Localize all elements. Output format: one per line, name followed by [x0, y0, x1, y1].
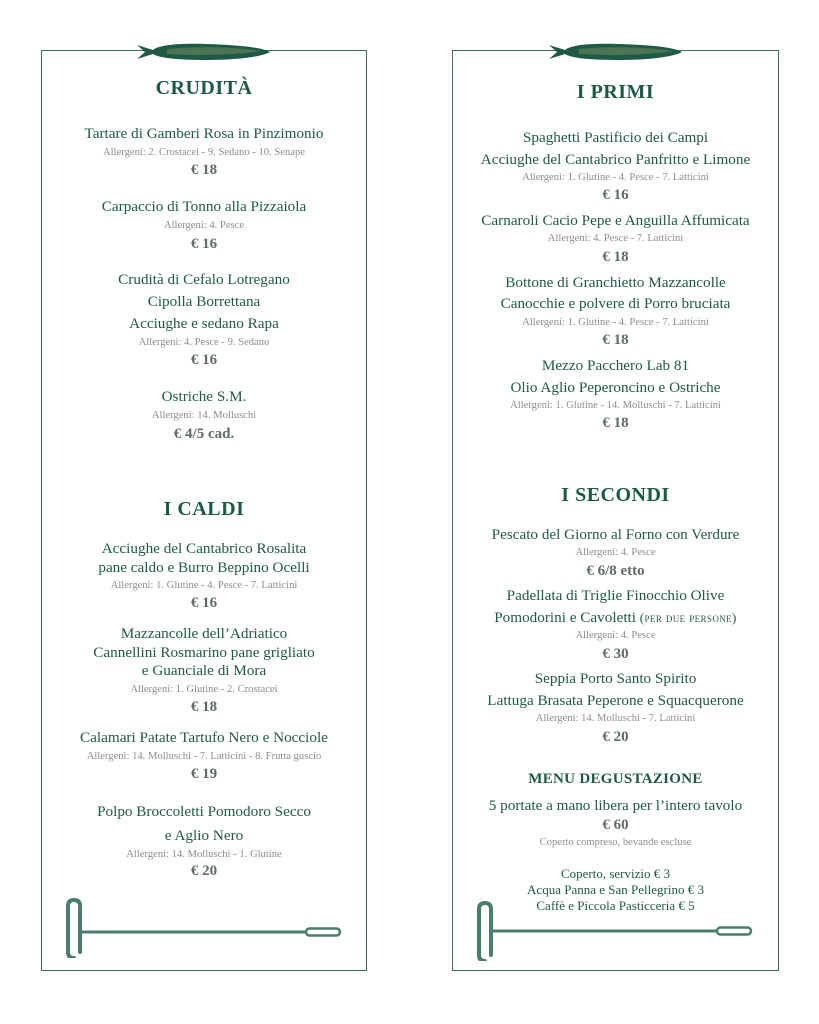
tasting-menu-description: 5 portate a mano libera per l’intero tavolo: [488, 797, 743, 814]
dish-price: € 19: [190, 766, 218, 782]
dish-price: € 18: [602, 415, 629, 431]
dish-price: € 20: [602, 729, 629, 745]
dish-name: Spaghetti Pastificio dei Campi: [522, 129, 709, 146]
dish-price: € 6/8 etto: [586, 563, 645, 579]
sardine-fish-icon: [549, 41, 683, 63]
dish-name: e Aglio Nero: [164, 827, 244, 844]
dish-name: Cannellini Rosmarino pane grigliato: [93, 644, 315, 661]
allergen-info: Allergeni: 4. Pesce: [575, 630, 656, 641]
portion-note: (per due persone): [639, 610, 737, 625]
dish-name: Acciughe e sedano Rapa: [129, 315, 279, 332]
dish-price: € 20: [190, 863, 218, 879]
dish-name: pane caldo e Burro Beppino Ocelli: [98, 559, 310, 576]
section-title-secondi: I SECONDI: [561, 484, 670, 506]
dish-name: Pescato del Giorno al Forno con Verdure: [491, 526, 740, 543]
dish-name: e Guanciale di Mora: [141, 662, 267, 679]
allergen-info: Allergeni: 1. Glutine - 4. Pesce - 7. Latticini: [110, 580, 298, 591]
dish-name: Canocchie e polvere di Porro bruciata: [500, 295, 731, 312]
tasting-menu-note: Coperto compreso, bevande escluse: [539, 837, 692, 848]
dish-name: Olio Aglio Peperoncino e Ostriche: [510, 379, 721, 396]
dish-name: Padellata di Triglie Finocchio Olive: [506, 587, 725, 604]
dish-name: Acciughe del Cantabrico Panfritto e Limone: [480, 151, 751, 168]
allergen-info: Allergeni: 1. Glutine - 2. Crostacei: [130, 684, 278, 695]
dish-name: Calamari Patate Tartufo Nero e Nocciole: [80, 729, 328, 746]
dish-price: € 18: [190, 699, 218, 715]
section-title-primi: I PRIMI: [576, 81, 655, 103]
allergen-info: Allergeni: 1. Glutine - 14. Molluschi - 7. Latticini: [510, 400, 721, 411]
tasting-menu-price: € 60: [602, 817, 629, 833]
dish-price: € 16: [190, 236, 218, 252]
extra-charge: Coperto, servizio € 3: [560, 866, 671, 881]
dish-name: Cipolla Borrettana: [147, 293, 261, 310]
section-title-crudita: CRUDITÀ: [155, 77, 253, 99]
menu-panel-left: [41, 50, 367, 971]
dish-name: Ostriche S.M.: [161, 388, 247, 405]
t-hook-tool-icon: [64, 898, 344, 958]
section-title-degustazione: MENU DEGUSTAZIONE: [528, 771, 703, 787]
allergen-info: Allergeni: 1. Glutine - 4. Pesce - 7. Latticini: [522, 172, 709, 183]
dish-name: Mezzo Pacchero Lab 81: [541, 357, 690, 374]
dish-price: € 18: [602, 332, 629, 348]
dish-name: Lattuga Brasata Peperone e Squacquerone: [487, 692, 744, 709]
allergen-info: Allergeni: 4. Pesce: [575, 547, 656, 558]
dish-name: Polpo Broccoletti Pomodoro Secco: [97, 803, 311, 820]
allergen-info: Allergeni: 14. Molluschi - 1. Glutine: [126, 849, 282, 860]
dish-name: Crudità di Cefalo Lotregano: [118, 271, 290, 288]
dish-name: Tartare di Gamberi Rosa in Pinzimonio: [84, 125, 324, 142]
extra-charge: Acqua Panna e San Pellegrino € 3: [527, 882, 704, 897]
allergen-info: Allergeni: 14. Molluschi - 7. Latticini: [535, 713, 696, 724]
dish-name: Seppia Porto Santo Spirito: [534, 670, 697, 687]
dish-price: € 16: [190, 595, 218, 611]
dish-price: € 18: [190, 162, 218, 178]
allergen-info: Allergeni: 14. Molluschi: [151, 410, 257, 421]
extra-charge: Caffè e Piccola Pasticceria € 5: [536, 898, 695, 913]
allergen-info: Allergeni: 14. Molluschi - 7. Latticini - 8. Frutta guscio: [86, 751, 322, 762]
allergen-info: Allergeni: 4. Pesce: [163, 220, 245, 231]
dish-name: Acciughe del Cantabrico Rosalita: [101, 540, 307, 557]
dish-name: Carnaroli Cacio Pepe e Anguilla Affumicata: [481, 212, 750, 229]
dish-name: Carpaccio di Tonno alla Pizzaiola: [101, 198, 307, 215]
allergen-info: Allergeni: 1. Glutine - 4. Pesce - 7. Latticini: [522, 317, 709, 328]
allergen-info: Allergeni: 2. Crostacei - 9. Sedano - 10. Senape: [103, 147, 305, 158]
dish-name: Pomodorini e Cavoletti: [494, 609, 636, 626]
dish-name: Mazzancolle dell’Adriatico: [120, 625, 288, 642]
allergen-info: Allergeni: 4. Pesce - 7. Latticini: [547, 233, 684, 244]
dish-price: € 18: [602, 249, 629, 265]
menu-panel-right: [452, 50, 779, 971]
dish-name: Bottone di Granchietto Mazzancolle: [505, 274, 726, 291]
t-hook-tool-icon: [475, 901, 755, 961]
sardine-fish-icon: [137, 41, 271, 63]
allergen-info: Allergeni: 4. Pesce - 9. Sedano: [138, 337, 270, 348]
dish-price: € 4/5 cad.: [173, 426, 235, 442]
dish-price: € 16: [602, 187, 629, 203]
dish-price: € 16: [190, 352, 218, 368]
dish-name-line: [453, 607, 778, 628]
section-title-caldi: I CALDI: [163, 498, 245, 520]
dish-price: € 30: [602, 646, 629, 662]
